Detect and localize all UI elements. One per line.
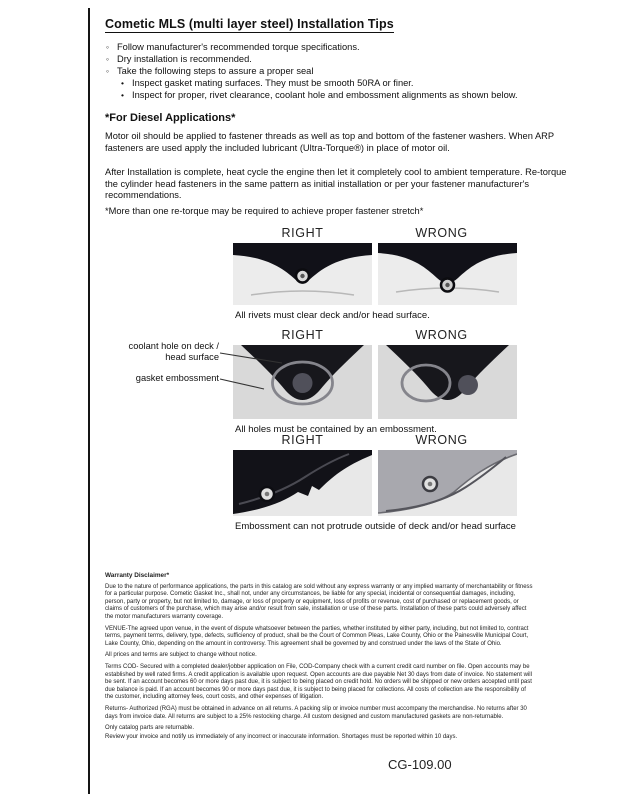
filled-bullet-icon: •	[121, 90, 124, 100]
right-label: RIGHT	[281, 226, 324, 240]
diagram-rivet-wrong-image	[378, 243, 517, 305]
disclaimer-paragraph: All prices and terms are subject to change without notice.	[105, 652, 257, 659]
heat-cycle-paragraph: After Installation is complete, heat cycle the engine then let it completely cool to ambient temperature. Re-torque the cylinder head fasteners in the same pattern as initial installation or per your fastener manufacturer's recommendations.	[105, 167, 567, 201]
list-subitem	[106, 77, 578, 89]
wrong-label: WRONG	[415, 433, 468, 447]
coolant-hole-label: coolant hole on deck / head surface	[128, 341, 219, 362]
list-item	[106, 65, 578, 77]
disclaimer-paragraph: VENUE-The agreed upon venue, in the event of dispute whatsoever between the parties, whether instituted by either party, including, but not limited to, contract terms, payment terms, delivery, type, defects, sufficiency of product, shall be the Court of Common Pleas, Lake County, Ohio or the Painesville Municipal Court, Lake County, Ohio, depending on the amount in controversy. This agreement shall be governed by and construed under the laws of the State of Ohio.	[105, 625, 529, 647]
diagram-row-protrusion	[233, 433, 517, 532]
filled-bullet-icon: •	[121, 78, 124, 88]
disclaimer-paragraph: Returns- Authorized (RGA) must be obtained in advance on all returns. A packing slip or invoice number must accompany the merchandise. No returns after 30 days from invoice date. All returns are subject to a 25% restocking charge. All custom designed and custom manufactured gaskets are non-returnable.	[105, 705, 527, 720]
open-bullet-icon: ◦	[106, 54, 110, 64]
page-title	[105, 17, 394, 33]
disclaimer-paragraph: Due to the nature of performance applications, the parts in this catalog are sold without any express warranty or any implied warranty of merchantability or fitness for a particular purpose. Cometic Gasket Inc., shall not, under any circumstances, be liable for any special, incidental or consequential damages, including, person, party or property, but not limited to, damage, or loss of property or equipment, loss of profits or revenue, cost of purchased or replacement goods, or claims of customers of the purchase, which may arise and/or result from sale, installation or use of these parts. Installation of these parts could adversely affect the motor manufacturers warranty coverage.	[105, 583, 533, 620]
tip-text: Follow manufacturer's recommended torque specifications.	[117, 42, 360, 52]
right-label: RIGHT	[281, 328, 324, 342]
open-bullet-icon: ◦	[106, 66, 110, 76]
coolant-hole-icon	[293, 373, 313, 393]
tip-text: Take the following steps to assure a proper seal	[117, 66, 314, 76]
page-title-text: Cometic MLS (multi layer steel) Installation Tips	[105, 17, 394, 31]
open-bullet-icon: ◦	[106, 42, 110, 52]
tips-list	[106, 41, 578, 101]
diagram-row-headers	[233, 226, 517, 240]
diagram-embossment-wrong-image	[378, 450, 517, 516]
right-label: RIGHT	[281, 433, 324, 447]
callout-pointer-lines	[218, 346, 288, 396]
motor-oil-paragraph: Motor oil should be applied to fastener threads as well as top and bottom of the fastener washers. When ARP fasteners are used apply the included lubricant (Ultra-Torque®) in place of motor oil.	[105, 131, 554, 153]
list-subitem	[106, 89, 578, 101]
disclaimer-paragraph: Review your invoice and notify us immediately of any incorrect or inaccurate information. Shortages must be reported within 10 days.	[105, 733, 458, 740]
list-item	[106, 41, 578, 53]
callout-labels	[95, 341, 219, 384]
diagram-rivet-right-image	[233, 243, 372, 305]
diesel-applications-heading: *For Diesel Applications*	[105, 112, 236, 124]
gasket-embossment-label: gasket embossment	[135, 373, 219, 384]
diagram-caption: All holes must be contained by an embossment.	[235, 424, 437, 435]
wrong-label: WRONG	[415, 226, 468, 240]
diagram-caption: All rivets must clear deck and/or head surface.	[235, 310, 430, 321]
left-border-rule	[88, 8, 90, 794]
list-item	[106, 53, 578, 65]
tip-text: Inspect for proper, rivet clearance, coolant hole and embossment alignments as shown below.	[132, 90, 518, 100]
disclaimer-paragraph: Only catalog parts are returnable.	[105, 725, 195, 732]
diagram-row-headers	[233, 433, 517, 447]
diagram-hole-wrong-image	[378, 345, 517, 419]
warranty-disclaimer	[105, 572, 533, 745]
diagram-row-headers	[233, 328, 517, 342]
diagram-caption: Embossment can not protrude outside of deck and/or head surface	[235, 521, 516, 532]
page-number: CG-109.00	[388, 757, 452, 772]
diagram-images	[233, 243, 517, 305]
diagram-embossment-right-image	[233, 450, 372, 516]
tip-text: Inspect gasket mating surfaces. They must be smooth 50RA or finer.	[132, 78, 414, 88]
wrong-label: WRONG	[415, 328, 468, 342]
retorque-note: *More than one re-torque may be required to achieve proper fastener stretch*	[105, 206, 424, 216]
coolant-hole-icon	[458, 375, 478, 395]
diagram-images	[233, 450, 517, 516]
disclaimer-paragraph: Terms COD- Secured with a completed dealer/jobber application on File, COD-Company check with a current credit card number on file. Open accounts may be established by well rated firms. A credit application is available upon request. Open accounts are due payable Net 30 days from date of invoice. No statement will be sent. If an account becomes 60 or more days past due, it is subject to being placed on credit hold. No orders will be shipped or new orders accepted until past due balance is paid. If an account becomes 90 or more days past due, it is subject to being placed for collections. All costs of collection are the responsibility of the customer, including attorney fees, court costs, and other expenses of litigation.	[105, 663, 532, 701]
tip-text: Dry installation is recommended.	[117, 54, 252, 64]
diagram-row-rivets	[233, 226, 517, 321]
disclaimer-heading: Warranty Disclaimer*	[105, 572, 170, 579]
